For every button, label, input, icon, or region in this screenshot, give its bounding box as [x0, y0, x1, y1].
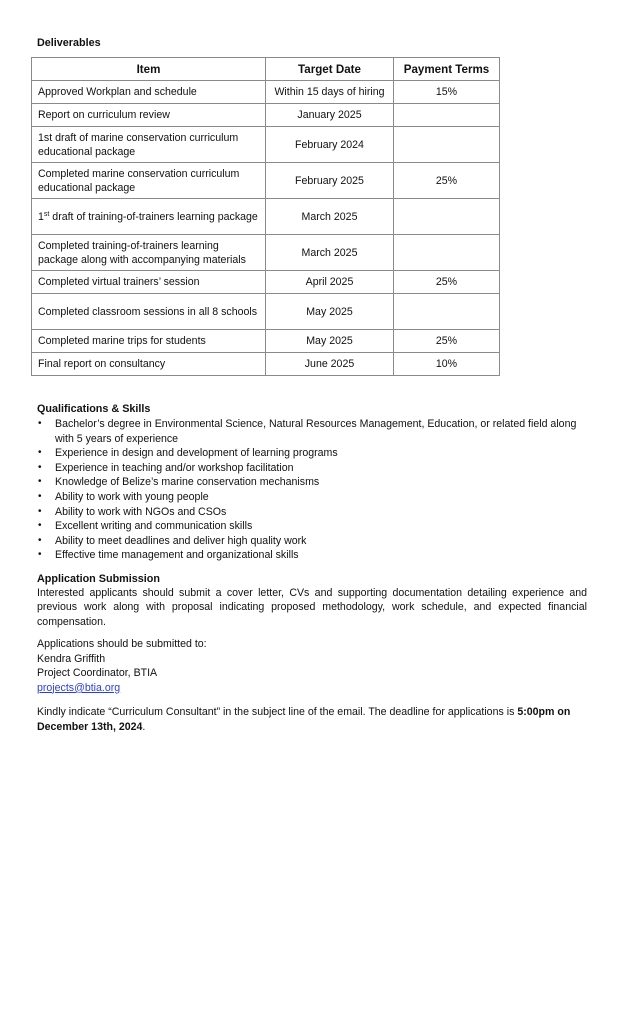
cell-item: 1st draft of marine conservation curriculum educational package — [32, 127, 266, 163]
list-item-text: Ability to work with NGOs and CSOs — [55, 505, 227, 518]
cell-item: Completed training-of-trainers learning package along with accompanying materials — [32, 235, 266, 271]
cell-item: Completed classroom sessions in all 8 schools — [32, 294, 266, 330]
cell-payment-terms: 25% — [394, 330, 500, 353]
list-item — [37, 475, 587, 490]
bullet-icon: • — [38, 549, 42, 561]
contact-block — [37, 637, 587, 695]
cell-item: Completed virtual trainers’ session — [32, 271, 266, 294]
column-header-item: Item — [32, 58, 266, 81]
contact-title: Project Coordinator, BTIA — [37, 667, 158, 680]
list-item-text: Effective time management and organizational skills — [55, 549, 299, 562]
table-row — [32, 271, 500, 294]
cell-target-date: May 2025 — [266, 294, 394, 330]
qualifications-section — [37, 403, 587, 563]
cell-item: Final report on consultancy — [32, 353, 266, 376]
cell-target-date: May 2025 — [266, 330, 394, 353]
cell-target-date: April 2025 — [266, 271, 394, 294]
bullet-icon: • — [38, 418, 42, 429]
bullet-icon: • — [38, 520, 42, 532]
cell-item: Completed marine trips for students — [32, 330, 266, 353]
list-item — [37, 505, 587, 520]
table-row — [32, 330, 500, 353]
closing-paragraph — [37, 705, 587, 734]
deadline-text: 5:00pm on December 13th, 2024 — [37, 706, 571, 733]
contact-email-link[interactable]: projects@btia.org — [37, 681, 121, 694]
item-ordinal-suffix: st — [43, 210, 50, 218]
list-item — [37, 519, 587, 534]
application-body: Interested applicants should submit a cover letter, CVs and supporting documentation detailing experience and previous work along with proposal indicating proposed methodology, work schedule, and expected financial compensation. — [37, 587, 587, 628]
closing-text: Kindly indicate “Curriculum Consultant” in the subject line of the email. The deadline for applications is — [37, 706, 518, 718]
list-item-text: Ability to meet deadlines and deliver high quality work — [55, 534, 307, 547]
qualifications-list — [37, 417, 587, 563]
table-row — [32, 163, 500, 199]
application-section — [37, 573, 587, 629]
bullet-icon: • — [38, 447, 42, 459]
cell-target-date: January 2025 — [266, 104, 394, 127]
bullet-icon: • — [38, 534, 42, 546]
item-ordinal-number: 1 — [38, 210, 44, 223]
cell-payment-terms: 25% — [394, 271, 500, 294]
table-row — [32, 353, 500, 376]
cell-payment-terms: 15% — [394, 81, 500, 104]
list-item — [37, 417, 587, 446]
table-row — [32, 199, 500, 235]
list-item — [37, 548, 587, 563]
cell-payment-terms — [394, 235, 500, 271]
cell-target-date: Within 15 days of hiring — [266, 81, 394, 104]
deliverables-heading: Deliverables — [37, 37, 101, 49]
cell-payment-terms — [394, 294, 500, 330]
qualifications-heading: Qualifications & Skills — [37, 403, 151, 415]
bullet-icon: • — [38, 490, 42, 502]
column-header-target-date: Target Date — [266, 58, 394, 81]
cell-target-date: February 2025 — [266, 163, 394, 199]
contact-name: Kendra Griffith — [37, 652, 106, 665]
table-row — [32, 104, 500, 127]
list-item-text: Experience in teaching and/or workshop facilitation — [55, 461, 294, 474]
bullet-icon: • — [38, 461, 42, 473]
list-item — [37, 446, 587, 461]
bullet-icon: • — [38, 505, 42, 517]
table-row — [32, 127, 500, 163]
cell-payment-terms: 10% — [394, 353, 500, 376]
list-item — [37, 534, 587, 549]
deliverables-table — [31, 57, 500, 376]
cell-target-date: March 2025 — [266, 235, 394, 271]
table-row — [32, 81, 500, 104]
list-item-text: Ability to work with young people — [55, 490, 209, 503]
bullet-icon: • — [38, 476, 42, 488]
list-item-text: Excellent writing and communication skills — [55, 520, 253, 533]
table-row — [32, 235, 500, 271]
list-item-text: Experience in design and development of learning programs — [55, 447, 338, 460]
column-header-payment-terms: Payment Terms — [394, 58, 500, 81]
cell-item: Approved Workplan and schedule — [32, 81, 266, 104]
cell-payment-terms: 25% — [394, 163, 500, 199]
submit-to-label: Applications should be submitted to: — [37, 638, 207, 650]
list-item-text: Knowledge of Belize’s marine conservation mechanisms — [55, 476, 320, 489]
list-item-text: Bachelor’s degree in Environmental Science, Natural Resources Management, Education, or related field along with 5 years of experience — [55, 418, 577, 445]
application-heading: Application Submission — [37, 573, 160, 585]
cell-target-date: March 2025 — [266, 199, 394, 235]
cell-target-date: June 2025 — [266, 353, 394, 376]
cell-item: Report on curriculum review — [32, 104, 266, 127]
closing-end: . — [142, 720, 146, 733]
list-item — [37, 461, 587, 476]
item-text: draft of training-of-trainers learning package — [49, 210, 258, 223]
cell-payment-terms — [394, 199, 500, 235]
document-page — [37, 37, 587, 733]
cell-payment-terms — [394, 104, 500, 127]
cell-item: Completed marine conservation curriculum educational package — [32, 163, 266, 199]
table-row — [32, 294, 500, 330]
cell-payment-terms — [394, 127, 500, 163]
table-header-row — [32, 58, 500, 81]
cell-target-date: February 2024 — [266, 127, 394, 163]
cell-item — [32, 199, 266, 235]
list-item — [37, 490, 587, 505]
